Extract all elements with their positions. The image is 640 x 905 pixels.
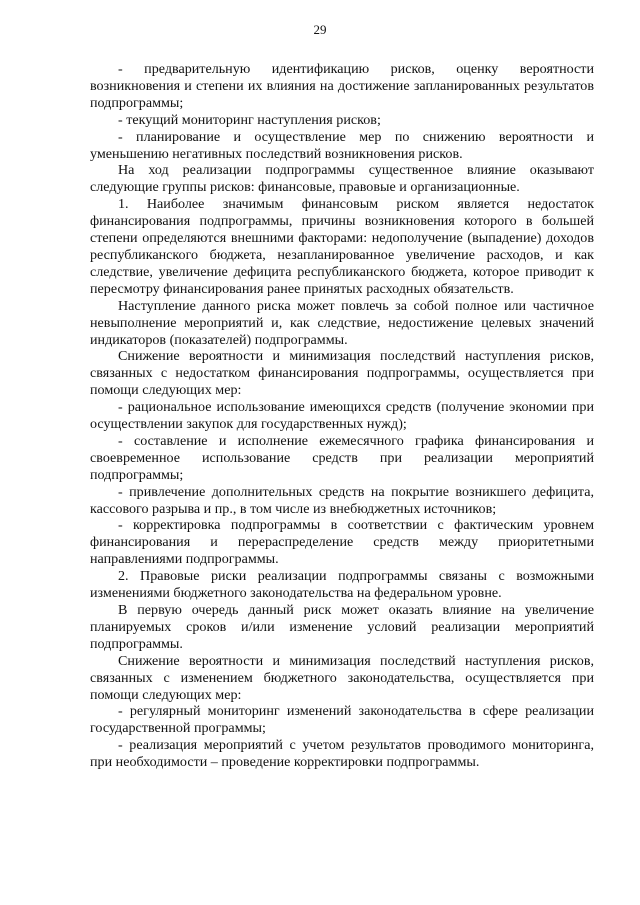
paragraph-measure-implementation-adjustment: - реализация мероприятий с учетом результатов проводимого мониторинга, при необходимости – проведение корректировки подпрограммы. — [90, 737, 594, 771]
page-number: 29 — [313, 22, 327, 37]
paragraph-measure-rational-use: - рациональное использование имеющихся средств (получение экономии при осуществлении закупок для государственных нужд); — [90, 399, 594, 433]
paragraph-risk-monitoring: - текущий мониторинг наступления рисков; — [118, 111, 381, 128]
paragraph-measure-legislation-monitoring: - регулярный мониторинг изменений законодательства в сфере реализации государственной программы; — [90, 703, 594, 737]
paragraph-legal-risk-consequences: В первую очередь данный риск может оказать влияние на увеличение планируемых сроков и/или изменение условий реализации мероприятий подпрограммы. — [90, 602, 594, 652]
paragraph-legal-risk: 2. Правовые риски реализации подпрограммы связаны с возможными изменениями бюджетного законодательства на федеральном уровне. — [90, 568, 594, 602]
paragraph-financial-risk-measures-intro: Снижение вероятности и минимизация последствий наступления рисков, связанных с недостатком финансирования подпрограммы, осуществляется при помощи следующих мер: — [90, 348, 594, 399]
paragraph-measure-monthly-schedule: - составление и исполнение ежемесячного графика финансирования и своевременное использование средств при реализации мероприятий подпрограммы; — [90, 432, 594, 483]
paragraph-measure-adjustment: - корректировка подпрограммы в соответствии с фактическим уровнем финансирования и перераспределение средств между приоритетными направлениями подпрограммы. — [90, 517, 594, 568]
body-text — [90, 61, 594, 771]
paragraph-risk-groups: На ход реализации подпрограммы существенное влияние оказывают следующие группы рисков: финансовые, правовые и организационные. — [90, 162, 594, 196]
paragraph-risk-identification: - предварительную идентификацию рисков, оценку вероятности возникновения и степени их влияния на достижение запланированных результатов подпрограммы; — [90, 61, 594, 111]
paragraph-measure-additional-funds: - привлечение дополнительных средств на покрытие возникшего дефицита, кассового разрыва и пр., в том числе из внебюджетных источников; — [90, 483, 594, 517]
paragraph-financial-risk-consequences: Наступление данного риска может повлечь за собой полное или частичное невыполнение мероприятий и, как следствие, недостижение целевых значений индикаторов (показателей) подпрограммы. — [90, 297, 594, 348]
paragraph-risk-reduction-planning: - планирование и осуществление мер по снижению вероятности и уменьшению негативных последствий возникновения рисков. — [90, 128, 594, 162]
paragraph-legal-risk-measures-intro: Снижение вероятности и минимизация последствий наступления рисков, связанных с изменением бюджетного законодательства, осуществляется при помощи следующих мер: — [90, 652, 594, 703]
paragraph-financial-risk: 1. Наиболее значимым финансовым риском является недостаток финансирования подпрограммы, причины возникновения которого в большей степени определяются внешними факторами: недополучение (выпадение) доходов республиканского бюджета, незапланированное увеличение расходов, и как следствие, увеличение дефицита республиканского бюджета, которое приводит к пересмотру финансирования ранее принятых расходных обязательств. — [90, 196, 594, 297]
